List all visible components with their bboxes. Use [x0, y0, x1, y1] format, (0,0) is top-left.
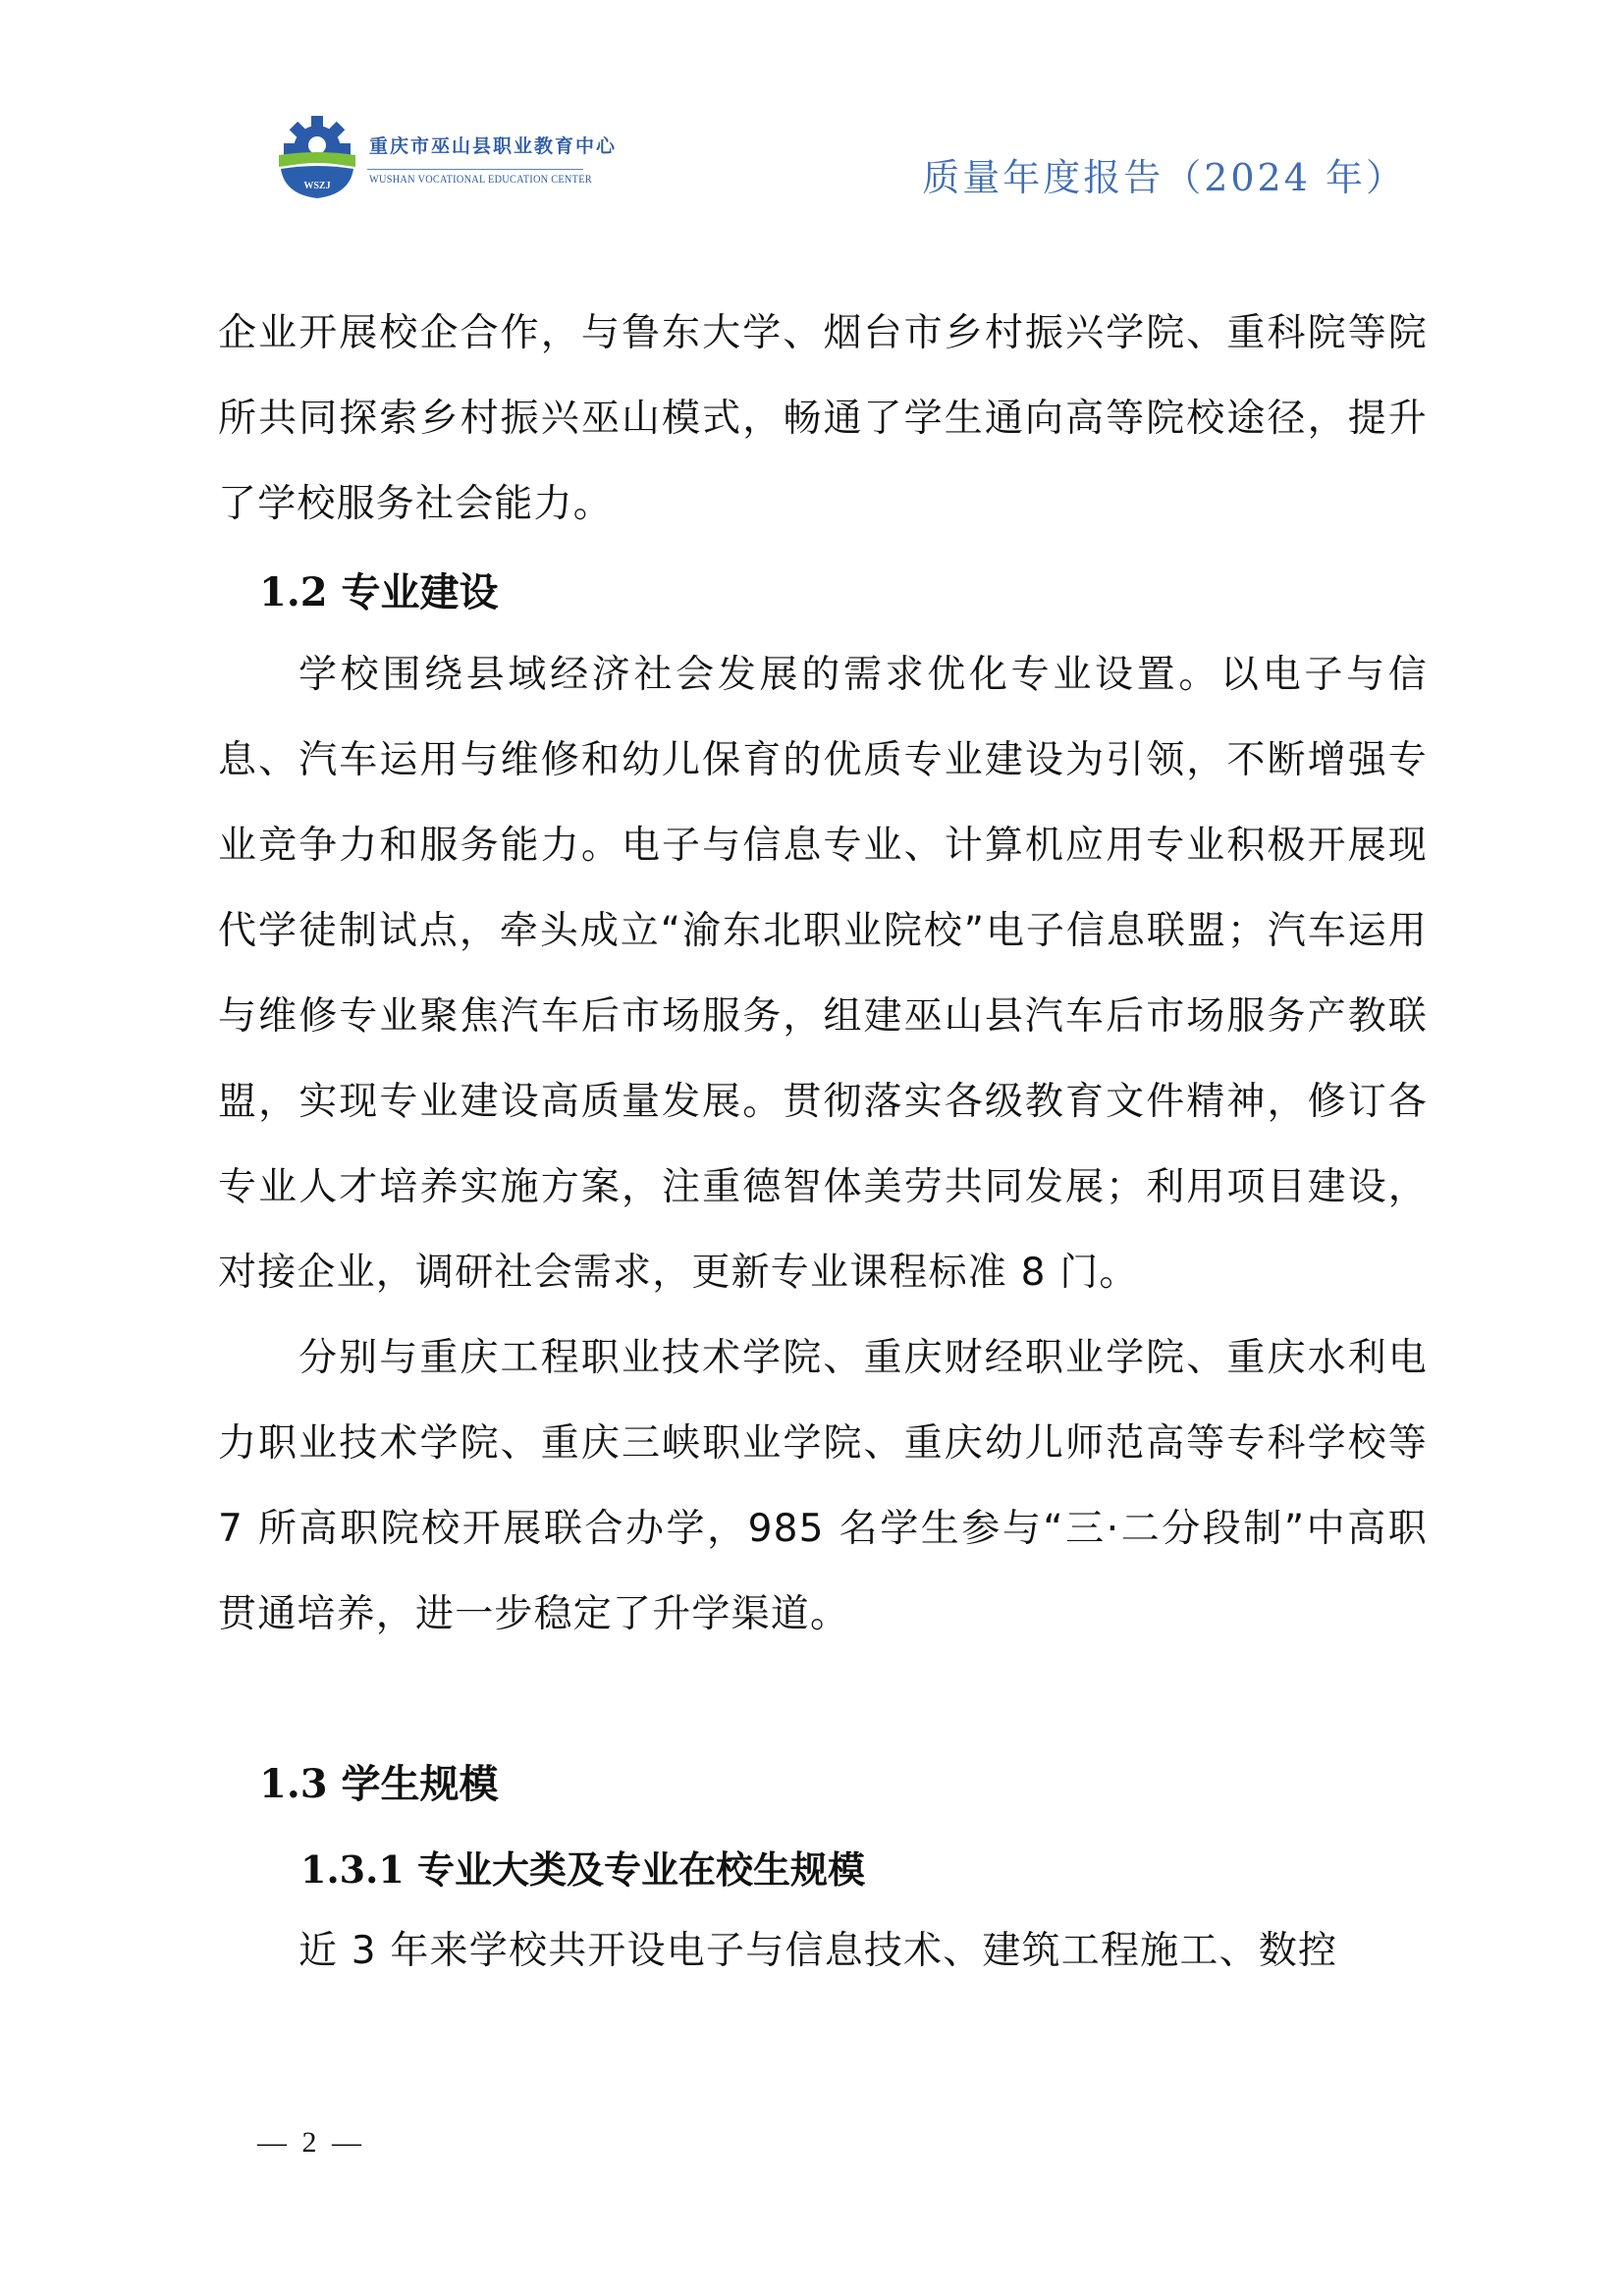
logo-divider [367, 169, 583, 170]
paragraph: 近 3 年来学校共开设电子与信息技术、建筑工程施工、数控 [298, 1929, 1338, 1973]
intro-paragraph-block [218, 291, 1428, 547]
gear-book-emblem-icon [273, 110, 361, 200]
school-logo [273, 110, 618, 200]
paragraph: 学校围绕县域经济社会发展的需求优化专业设置。以电子与信息、汽车运用与维修和幼儿保育的优质专业建设为引领，不断增强专业竞争力和服务能力。电子与信息专业、计算机应用专业积极开展现代学徒制试点，牵头成立“渝东北职业院校”电子信息联盟；汽车运用与维修专业聚焦汽车后市场服务，组建巫山县汽车后市场服务产教联盟，实现专业建设高质量发展。贯彻落实各级教育文件精神，修订各专业人才培养实施方案，注重德智体美劳共同发展；利用项目建设，对接企业，调研社会需求，更新专业课程标准 8 门。 [218, 653, 1428, 1295]
subsection-1-3-1-body [218, 1908, 1428, 1994]
page-number: — 2 — [257, 2126, 365, 2159]
svg-text:WSZJ: WSZJ [303, 181, 331, 191]
paragraph: 企业开展校企合作，与鲁东大学、烟台市乡村振兴学院、重科院等院所共同探索乡村振兴巫山模式，畅通了学生通向高等院校途径，提升了学校服务社会能力。 [218, 311, 1428, 526]
section-heading-1-3: 1.3 学生规模 [259, 1761, 499, 1807]
paragraph: 分别与重庆工程职业技术学院、重庆财经职业学院、重庆水利电力职业技术学院、重庆三峡职业学院、重庆幼儿师范高等专科学校等 7 所高职院校开展联合办学，985 名学生参与“三·二分段制”中高职贯通培养，进一步稳定了升学渠道。 [218, 1336, 1428, 1636]
school-name-en: WUSHAN VOCATIONAL EDUCATION CENTER [369, 172, 592, 186]
report-title: 质量年度报告（2024 年） [922, 156, 1406, 199]
subsection-heading-1-3-1: 1.3.1 专业大类及专业在校生规模 [300, 1847, 866, 1892]
school-name-cn: 重庆市巫山县职业教育中心 [369, 135, 618, 157]
section-1-2-body [218, 632, 1428, 1657]
section-heading-1-2: 1.2 专业建设 [259, 569, 499, 615]
